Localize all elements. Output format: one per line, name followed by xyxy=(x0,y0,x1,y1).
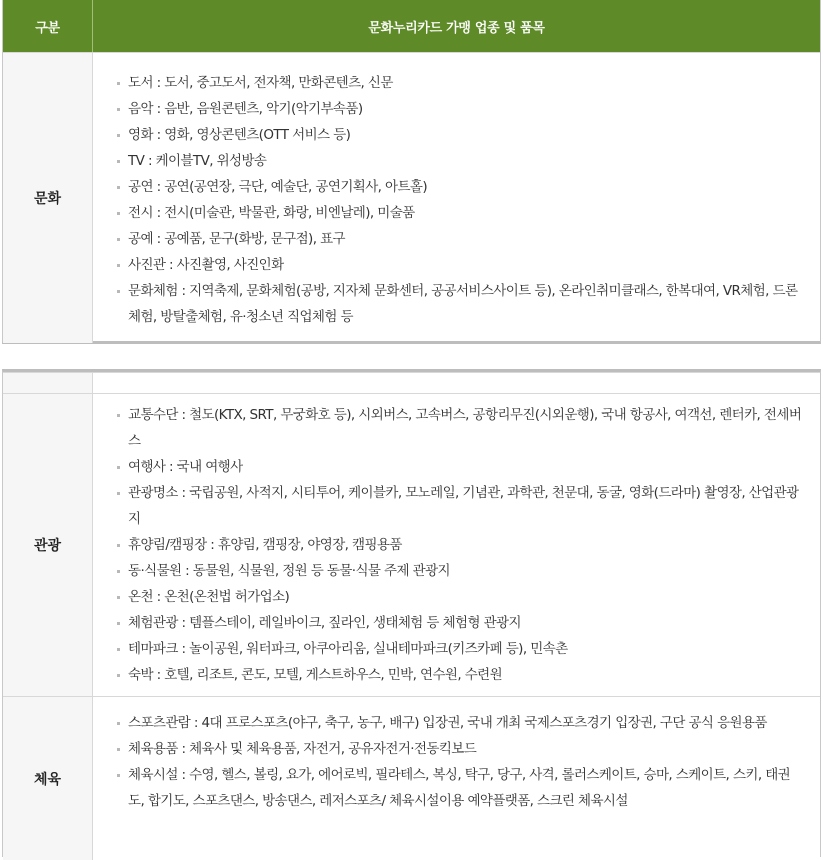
list-item: 테마파크 : 놀이공원, 워터파크, 아쿠아리움, 실내테마파크(키즈카페 등), 민속촌 xyxy=(117,636,802,662)
header-category: 구분 xyxy=(3,0,93,52)
list-item: 도서 : 도서, 중고도서, 전자책, 만화콘텐츠, 신문 xyxy=(117,70,802,96)
list-item: 숙박 : 호텔, 리조트, 콘도, 모텔, 게스트하우스, 민박, 연수원, 수련원 xyxy=(117,662,802,688)
table-row-sport xyxy=(3,696,820,860)
category-tour: 관광 xyxy=(3,394,93,696)
list-item: 체험관광 : 템플스테이, 레일바이크, 짚라인, 생태체험 등 체험형 관광지 xyxy=(117,610,802,636)
category-culture: 문화 xyxy=(3,53,93,343)
list-item: 동·식물원 : 동물원, 식물원, 정원 등 동물·식물 주제 관광지 xyxy=(117,558,802,584)
item-list-sport xyxy=(117,710,802,814)
list-item: 사진관 : 사진촬영, 사진인화 xyxy=(117,252,802,278)
table-row-culture xyxy=(3,52,820,343)
list-item: 전시 : 전시(미술관, 박물관, 화랑, 비엔날레), 미술품 xyxy=(117,200,802,226)
list-item: 관광명소 : 국립공원, 사적지, 시티투어, 케이블카, 모노레일, 기념관, 과학관, 천문대, 동굴, 영화(드라마) 촬영장, 산업관광지 xyxy=(117,480,802,532)
culture-table xyxy=(2,0,821,344)
table-header xyxy=(3,0,820,52)
list-item: TV : 케이블TV, 위성방송 xyxy=(117,148,802,174)
spacer-content xyxy=(93,373,820,393)
category-sport: 체육 xyxy=(3,697,93,860)
list-item: 교통수단 : 철도(KTX, SRT, 무궁화호 등), 시외버스, 고속버스, 공항리무진(시외운행), 국내 항공사, 여객선, 렌터카, 전세버스 xyxy=(117,402,802,454)
list-item: 체육용품 : 체육사 및 체육용품, 자전거, 공유자전거·전동킥보드 xyxy=(117,736,802,762)
list-item: 스포츠관람 : 4대 프로스포츠(야구, 축구, 농구, 배구) 입장권, 국내 개최 국제스포츠경기 입장권, 구단 공식 응원용품 xyxy=(117,710,802,736)
items-culture xyxy=(93,53,820,343)
list-item: 음악 : 음반, 음원콘텐츠, 악기(악기부속품) xyxy=(117,96,802,122)
items-tour xyxy=(93,394,820,696)
header-items: 문화누리카드 가맹 업종 및 품목 xyxy=(368,20,545,36)
items-sport xyxy=(93,697,820,860)
list-item: 문화체험 : 지역축제, 문화체험(공방, 지자체 문화센터, 공공서비스사이트 등), 온라인취미클래스, 한복대여, VR체험, 드론체험, 방탈출체험, 유·청소년 직업체험 등 xyxy=(117,278,802,330)
tour-sport-table xyxy=(2,369,821,857)
table-spacer-row xyxy=(3,372,820,393)
item-list-culture xyxy=(117,70,802,330)
list-item: 공예 : 공예품, 문구(화방, 문구점), 표구 xyxy=(117,226,802,252)
list-item: 영화 : 영화, 영상콘텐츠(OTT 서비스 등) xyxy=(117,122,802,148)
list-item: 체육시설 : 수영, 헬스, 볼링, 요가, 에어로빅, 필라테스, 복싱, 탁구, 당구, 사격, 롤러스케이트, 승마, 스케이트, 스키, 태권도, 합기도, 스포츠댄스, 방송댄스, 레저스포츠/ 체육시설이용 예약플랫폼, 스크린 체육시설 xyxy=(117,762,802,814)
list-item: 공연 : 공연(공연장, 극단, 예술단, 공연기획사, 아트홀) xyxy=(117,174,802,200)
list-item: 온천 : 온천(온천법 허가업소) xyxy=(117,584,802,610)
list-item: 여행사 : 국내 여행사 xyxy=(117,454,802,480)
list-item: 휴양림/캠핑장 : 휴양림, 캠핑장, 야영장, 캠핑용품 xyxy=(117,532,802,558)
item-list-tour xyxy=(117,402,802,688)
category-spacer xyxy=(3,373,93,393)
table-row-tour xyxy=(3,393,820,696)
